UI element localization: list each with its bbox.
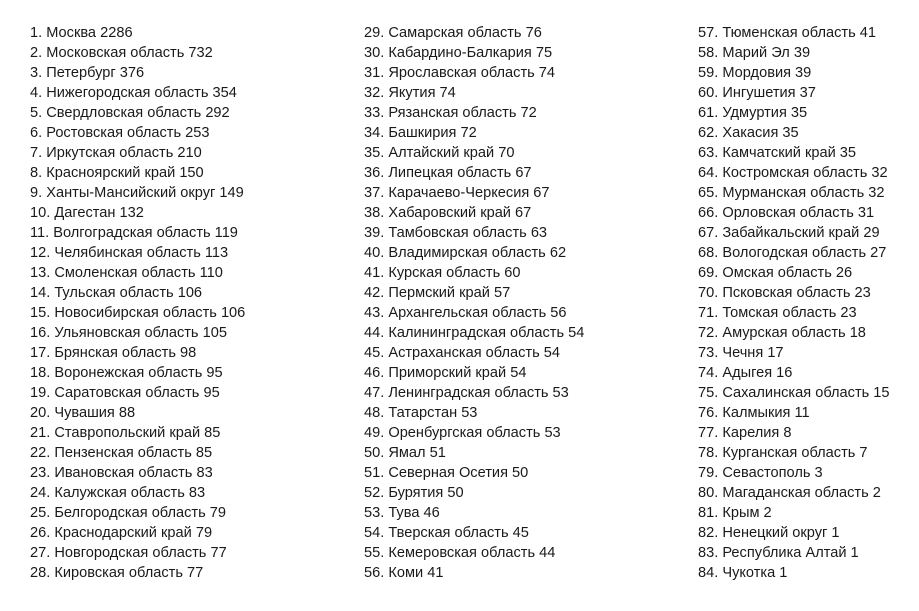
list-item: 47. Ленинградская область 53 — [364, 385, 569, 401]
list-item: 71. Томская область 23 — [698, 305, 857, 321]
list-item: 48. Татарстан 53 — [364, 405, 478, 421]
list-item: 23. Ивановская область 83 — [30, 465, 213, 481]
list-item: 20. Чувашия 88 — [30, 405, 136, 421]
list-item: 40. Владимирская область 62 — [364, 245, 567, 261]
list-item: 53. Тува 46 — [364, 505, 440, 521]
list-item: 9. Ханты-Мансийский округ 149 — [30, 185, 244, 201]
list-item: 46. Приморский край 54 — [364, 365, 527, 381]
list-item: 25. Белгородская область 79 — [30, 505, 227, 521]
list-item: 76. Калмыкия 11 — [698, 405, 810, 421]
list-column-1 — [30, 23, 245, 583]
list-item: 57. Тюменская область 41 — [698, 25, 877, 41]
list-item: 29. Самарская область 76 — [364, 25, 542, 41]
list-item: 75. Сахалинская область 15 — [698, 385, 890, 401]
list-item: 5. Свердловская область 292 — [30, 105, 230, 121]
list-item: 58. Марий Эл 39 — [698, 45, 811, 61]
list-item: 70. Псковская область 23 — [698, 285, 871, 301]
list-item: 8. Красноярский край 150 — [30, 165, 204, 181]
list-item: 83. Республика Алтай 1 — [698, 545, 859, 561]
list-item: 30. Кабардино-Балкария 75 — [364, 45, 553, 61]
list-item: 39. Тамбовская область 63 — [364, 225, 548, 241]
list-item: 73. Чечня 17 — [698, 345, 784, 361]
list-item: 22. Пензенская область 85 — [30, 445, 213, 461]
list-item: 24. Калужская область 83 — [30, 485, 206, 501]
list-item: 56. Коми 41 — [364, 565, 444, 581]
list-item: 38. Хабаровский край 67 — [364, 205, 532, 221]
list-item: 33. Рязанская область 72 — [364, 105, 537, 121]
list-item: 49. Оренбургская область 53 — [364, 425, 561, 441]
list-item: 55. Кемеровская область 44 — [364, 545, 556, 561]
list-item: 26. Краснодарский край 79 — [30, 525, 213, 541]
list-item: 80. Магаданская область 2 — [698, 485, 881, 501]
list-item: 15. Новосибирская область 106 — [30, 305, 246, 321]
list-item: 42. Пермский край 57 — [364, 285, 511, 301]
list-item: 84. Чукотка 1 — [698, 565, 788, 581]
list-item: 82. Ненецкий округ 1 — [698, 525, 840, 541]
list-item: 28. Кировская область 77 — [30, 565, 204, 581]
list-item: 60. Ингушетия 37 — [698, 85, 816, 101]
list-item: 34. Башкирия 72 — [364, 125, 477, 141]
list-item: 14. Тульская область 106 — [30, 285, 203, 301]
list-item: 2. Московская область 732 — [30, 45, 213, 61]
list-item: 43. Архангельская область 56 — [364, 305, 567, 321]
list-item: 13. Смоленская область 110 — [30, 265, 223, 281]
list-item: 61. Удмуртия 35 — [698, 105, 808, 121]
list-item: 19. Саратовская область 95 — [30, 385, 220, 401]
list-item: 69. Омская область 26 — [698, 265, 853, 281]
list-item: 3. Петербург 376 — [30, 65, 145, 81]
list-item: 66. Орловская область 31 — [698, 205, 875, 221]
list-item: 65. Мурманская область 32 — [698, 185, 885, 201]
list-item: 21. Ставропольский край 85 — [30, 425, 221, 441]
list-item: 37. Карачаево-Черкесия 67 — [364, 185, 550, 201]
list-item: 16. Ульяновская область 105 — [30, 325, 227, 341]
list-item: 62. Хакасия 35 — [698, 125, 799, 141]
list-item: 6. Ростовская область 253 — [30, 125, 210, 141]
list-item: 72. Амурская область 18 — [698, 325, 866, 341]
list-item: 12. Челябинская область 113 — [30, 245, 229, 261]
list-column-3 — [698, 23, 890, 583]
list-item: 18. Воронежская область 95 — [30, 365, 223, 381]
list-item: 1. Москва 2286 — [30, 25, 133, 41]
list-item: 50. Ямал 51 — [364, 445, 446, 461]
list-item: 7. Иркутская область 210 — [30, 145, 202, 161]
list-item: 4. Нижегородская область 354 — [30, 85, 237, 101]
list-item: 77. Карелия 8 — [698, 425, 792, 441]
list-item: 44. Калининградская область 54 — [364, 325, 585, 341]
list-item: 54. Тверская область 45 — [364, 525, 529, 541]
list-item: 41. Курская область 60 — [364, 265, 521, 281]
list-item: 67. Забайкальский край 29 — [698, 225, 880, 241]
list-item: 74. Адыгея 16 — [698, 365, 793, 381]
list-item: 51. Северная Осетия 50 — [364, 465, 529, 481]
list-item: 78. Курганская область 7 — [698, 445, 868, 461]
list-item: 45. Астраханская область 54 — [364, 345, 560, 361]
list-item: 59. Мордовия 39 — [698, 65, 812, 81]
list-item: 32. Якутия 74 — [364, 85, 456, 101]
list-item: 36. Липецкая область 67 — [364, 165, 532, 181]
list-item: 68. Вологодская область 27 — [698, 245, 887, 261]
list-item: 11. Волгоградская область 119 — [30, 225, 238, 241]
list-item: 10. Дагестан 132 — [30, 205, 144, 221]
list-item: 17. Брянская область 98 — [30, 345, 197, 361]
list-item: 31. Ярославская область 74 — [364, 65, 556, 81]
list-item: 35. Алтайский край 70 — [364, 145, 515, 161]
list-item: 64. Костромская область 32 — [698, 165, 888, 181]
list-item: 27. Новгородская область 77 — [30, 545, 227, 561]
list-item: 79. Севастополь 3 — [698, 465, 823, 481]
list-column-2 — [364, 23, 584, 583]
list-item: 63. Камчатский край 35 — [698, 145, 857, 161]
list-item: 52. Бурятия 50 — [364, 485, 464, 501]
list-item: 81. Крым 2 — [698, 505, 772, 521]
